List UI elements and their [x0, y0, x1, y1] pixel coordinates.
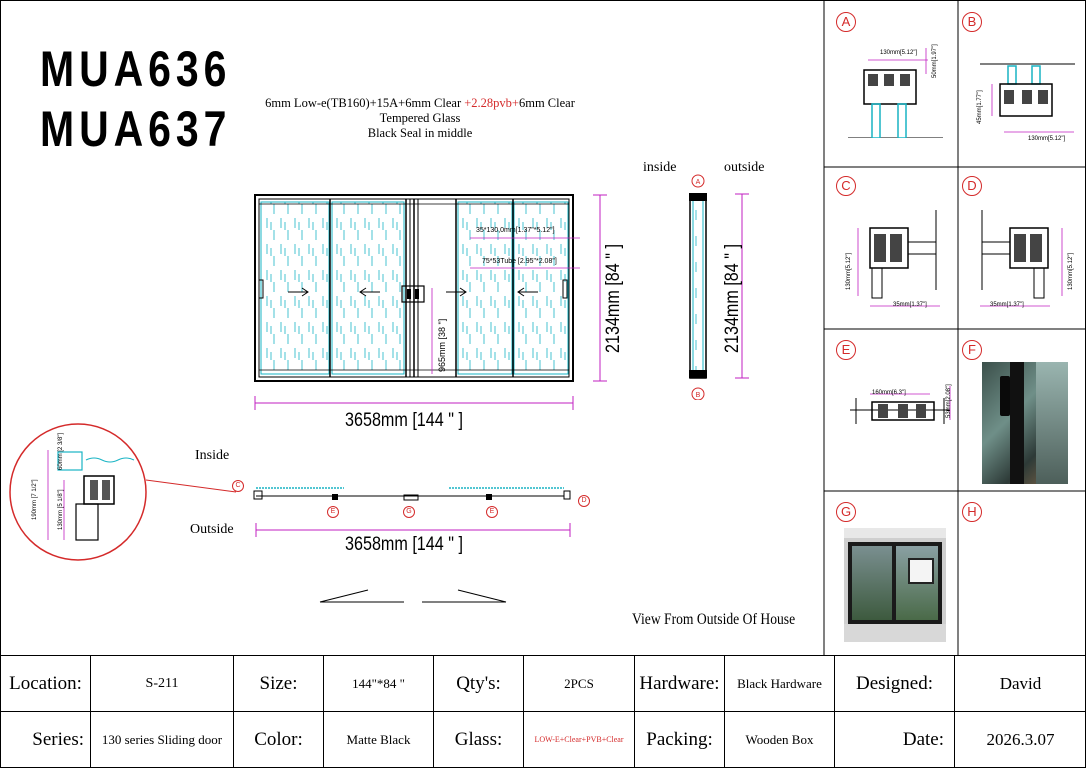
glass-spec-line-2: Tempered Glass: [379, 111, 461, 125]
panel-a-dim-1: 130mm[5.12"]: [880, 50, 918, 56]
series-label: Series:: [1, 712, 91, 768]
hardware-label: Hardware:: [635, 656, 725, 712]
plan-mark-c: C: [232, 480, 244, 492]
model-name-2: MUA637: [40, 101, 232, 157]
date-value: 2026.3.07: [955, 712, 1086, 768]
panel-h-letter: H: [962, 502, 982, 522]
plan-mark-e-left: E: [327, 506, 339, 518]
panel-d-dim-1: 130mm[5.12"]: [1068, 252, 1074, 290]
panel-e-dim-1: 160mm[6.3"]: [872, 390, 906, 396]
glass-label: Glass:: [434, 712, 524, 768]
panel-g-letter: G: [836, 502, 856, 522]
panel-e-dim-2: 53mm[2.08"]: [946, 384, 952, 418]
glass-spec-line-1: 6mm Low-e(TB160)+15A+6mm Clear +2.28pvb+6mm Clear: [265, 96, 575, 110]
glass-panel-1: [261, 202, 329, 374]
series-value: 130 series Sliding door: [91, 712, 234, 768]
color-label: Color:: [234, 712, 324, 768]
hardware-value: Black Hardware: [725, 656, 835, 712]
title-block: [0, 655, 1086, 768]
front-elevation-drawing: [250, 190, 610, 430]
front-height-dimension: 2134mm [84 " ]: [603, 244, 624, 353]
designed-label: Designed:: [835, 656, 955, 712]
panel-e-letter: E: [836, 340, 856, 360]
panel-b-letter: B: [962, 12, 982, 32]
profile-note-2: 75*53Tube [2.95"*2.08"]: [482, 258, 557, 265]
detail-dim-190: 190mm [7 1/2"]: [32, 479, 38, 520]
side-outside-label: outside: [724, 160, 765, 175]
plan-outside-label: Outside: [190, 522, 234, 537]
view-note: View From Outside Of House: [632, 611, 796, 628]
profile-note-1: 35*130,0mm[1.37"*5.12"]: [476, 227, 555, 234]
packing-label: Packing:: [635, 712, 725, 768]
side-inside-label: inside: [643, 160, 677, 175]
color-value: Matte Black: [324, 712, 434, 768]
panel-f-letter: F: [962, 340, 982, 360]
glass-value: LOW-E+Clear+PVB+Clear: [524, 712, 635, 768]
detail-dim-60: 60mm [2 3/8"]: [58, 432, 64, 470]
svg-text:A: A: [695, 179, 701, 186]
glass-panel-2: [332, 202, 404, 374]
designed-value: David: [955, 656, 1086, 712]
plan-width-dimension: 3658mm [144 " ]: [345, 534, 463, 555]
qty-label: Qty's:: [434, 656, 524, 712]
glass-specification: [255, 96, 585, 141]
size-value: 144"*84 ": [324, 656, 434, 712]
side-section-drawing: [672, 170, 762, 400]
plan-mark-e-right: E: [486, 506, 498, 518]
plan-inside-label: Inside: [195, 448, 230, 463]
detail-callout: [4, 420, 244, 570]
front-width-dimension: 3658mm [144 " ]: [345, 410, 463, 431]
panel-d-dim-2: 35mm[1.37"]: [990, 302, 1024, 308]
location-label: Location:: [1, 656, 91, 712]
size-label: Size:: [234, 656, 324, 712]
panel-a-letter: A: [836, 12, 856, 32]
panel-c-dim-1: 130mm[5.12"]: [846, 252, 852, 290]
detail-dim-130: 130mm [5 1/8"]: [58, 489, 64, 530]
panel-b-dim-2: 130mm[5.12"]: [1028, 136, 1066, 142]
panel-b-dim-1: 45mm[1.77"]: [977, 90, 983, 124]
svg-text:B: B: [695, 392, 701, 399]
plan-mark-d: D: [578, 495, 590, 507]
model-name-1: MUA636: [40, 41, 232, 97]
panel-a-dim-2: 50mm[1.97"]: [932, 44, 938, 78]
qty-value: 2PCS: [524, 656, 635, 712]
location-value: S-211: [91, 656, 234, 712]
installed-door-photo: [844, 528, 946, 642]
date-label: Date:: [835, 712, 955, 768]
panel-c-letter: C: [836, 176, 856, 196]
packing-value: Wooden Box: [725, 712, 835, 768]
perspective-lines: [318, 588, 518, 612]
panel-c-dim-2: 35mm[1.37"]: [893, 302, 927, 308]
handle-height-dimension: 965mm [38 "]: [437, 318, 447, 372]
glass-spec-line-3: Black Seal in middle: [367, 126, 473, 140]
plan-mark-g: G: [403, 506, 415, 518]
side-height-dimension: 2134mm [84 " ]: [722, 244, 743, 353]
handle-photo: [982, 362, 1068, 484]
panel-d-letter: D: [962, 176, 982, 196]
